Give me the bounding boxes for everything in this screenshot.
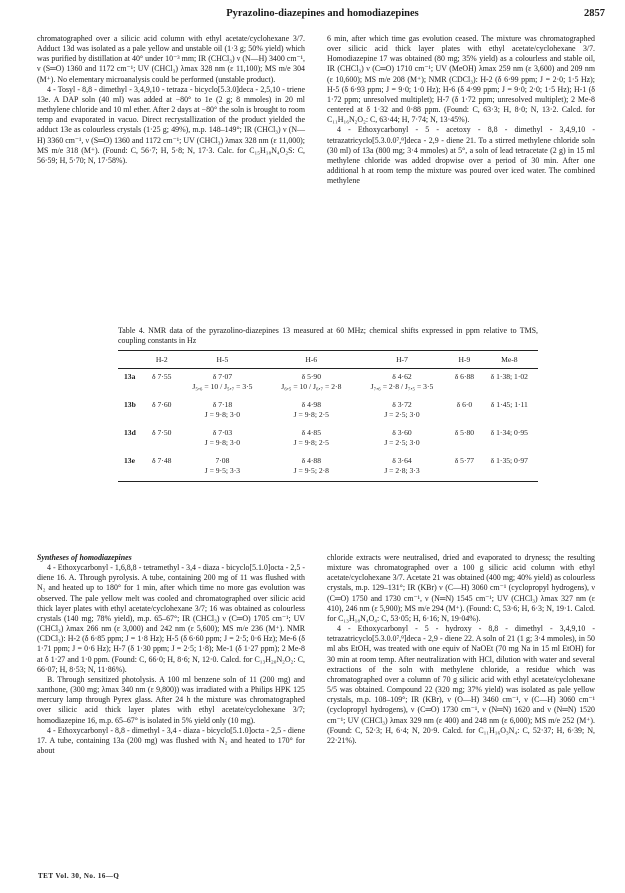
page-number: 2857 <box>584 8 605 19</box>
h5-cell <box>178 369 267 398</box>
table-header-row <box>118 351 538 369</box>
h6-cell <box>267 369 356 398</box>
h2-cell: δ 7·55 <box>152 372 172 382</box>
paragraph: 4 - Tosyl - 8,8 - dimethyl - 3,4,9,10 - tetraza - bicyclo[5.3.0]deca - 2,5,10 - triene 13e. A DAP soln (40 ml) was added at −80° to 1e (2 g; 8 mmoles) in 20 ml methylene chloride and 10 ml ether. After 2 days at −80° the soln is brought to room temp and evaporated in vacuo. Direct recrystallization of the product yielded the adduct 13e as colourless crystals (1·25 g; 49%), m.p. 148–149°; IR (CHCl₃) ν (N—H) 3360 cm⁻¹, ν (S═O) 1360 and 1172 cm⁻¹; UV (CHCl₃) λmax 328 nm (ε 11,000); MS m/e 318 (M⁺). (Found: C, 56·7; H, 5·8; N, 17·3. Calc. for C₁₅H₁₈N₄O₂S: C, 56·59; H, 5·70; N, 17·58%). <box>37 84 305 165</box>
h9-cell: δ 5·80 <box>454 428 475 438</box>
paragraph: 4 - Ethoxycarbonyl - 5 - hydroxy - 8,8 - dimethyl - 3,4,9,10 - tetrazatricyclo[5.3.0.0⁷,⁹]deca - 2,9 - diene 22. A soln of 21 (1 g; 3·4 mmoles), in 50 ml abs EtOH, was treated with one equiv of NaOEt (70 mg Na in 15 ml EtOH) for 30 min at room temp. After neutralization with HCl, dilution with water and several extractions of the soln with methylene chloride, a residue which was chromatographed over a column of 70 g silicic acid with ethyl acetate/cyclohexane 5/5 was obtained. Compound 22 (320 mg; 37% yield) was isolated as pale yellow crystals, m.p. 108–109°; IR (KBr), ν (O—H) 3460 cm⁻¹, ν (C—H) 3060 cm⁻¹ (cyclopropyl hydrogens), ν (C═O) 1730 cm⁻¹, ν (N═N) 1620 and ν (N═N) 1520 cm⁻¹; UV (CHCl₃) λmax 329 nm (ε 400) and 248 nm (ε 6,000); MS m/e 252 (M⁺). (Found: C, 52·3; H, 6·4; N, 20·9. Calcd. for C₁₁H₁₆O₃N₄: C, 52·37; H, 6·39; N, 22·21%). <box>327 624 595 745</box>
column-header <box>118 351 146 369</box>
shift-value: δ 5·90 <box>301 372 322 382</box>
top-left-column <box>37 34 305 166</box>
table-row <box>118 453 538 482</box>
journal-footer: TET Vol. 30, No. 16—Q <box>38 872 120 880</box>
shift-value: δ 3·64 <box>392 456 412 466</box>
column-header: H-2 <box>146 351 178 369</box>
h5-cell <box>178 453 267 482</box>
h2-cell: δ 7·50 <box>152 428 172 438</box>
table-row <box>118 425 538 453</box>
me8-cell: δ 1·38; 1·02 <box>490 372 528 382</box>
nmr-table-block <box>118 326 538 482</box>
top-right-column <box>327 34 595 186</box>
coupling-value: J = 9·8; 2·5 <box>293 410 329 420</box>
h5-cell <box>178 397 267 425</box>
h7-cell <box>356 425 448 453</box>
h2-cell: δ 7·60 <box>152 400 172 410</box>
h7-cell <box>356 369 448 398</box>
table-row <box>118 397 538 425</box>
bottom-right-column <box>327 553 595 746</box>
bottom-left-column <box>37 553 305 756</box>
coupling-value: J = 9·5; 2·8 <box>293 466 329 476</box>
coupling-value: J = 9·8; 3·0 <box>204 438 241 448</box>
compound-cell: 13e <box>118 453 146 482</box>
column-header: H-9 <box>448 351 480 369</box>
shift-value: 7·08 <box>215 456 230 466</box>
shift-value: δ 7·18 <box>212 400 233 410</box>
me8-cell: δ 1·35; 0·97 <box>481 453 538 482</box>
shift-value: δ 7·07 <box>212 372 233 382</box>
coupling-value: J = 9·8; 3·0 <box>204 410 241 420</box>
table-row <box>118 369 538 398</box>
h9-cell: δ 6·88 <box>454 372 475 382</box>
coupling-value: J = 9·8; 2·5 <box>293 438 329 448</box>
paragraph: chromatographed over a silicic acid column with ethyl acetate/cyclohexane 3/7. Adduct 13d was isolated as a pale yellow and unstable oil (1·3 g; 50% yield) which was purified by distillation at 40° under 10⁻³ mm; IR (CHCl₃) ν (N—H) 3400 cm⁻¹, ν (S═O) 1360 and 1172 cm⁻¹; UV (CHCl₃) λmax 328 nm (ε 11,100); MS m/e 304 (M⁺). No elementary microanalysis could be performed (unstable product). <box>37 34 305 84</box>
coupling-value: J = 2·5; 3·0 <box>384 410 420 420</box>
column-header: Me-8 <box>481 351 538 369</box>
compound-cell: 13b <box>124 400 136 410</box>
running-title: Pyrazolino-diazepines and homodiazepines <box>226 8 419 19</box>
coupling-value: J₅,₆ = 10 / J₅,₇ = 3·5 <box>192 382 253 392</box>
paragraph: 4 - Ethoxycarbonyl - 1,6,8,8 - tetramethyl - 3,4 - diaza - bicyclo[5.1.0]octa - 2,5 - diene 16. A. Through pyrolysis. A tube, containing 200 mg of 11 was flushed with N₂ and heated up to 180° for 1 min, after which time no more gas evolution was observed. The pale yellow melt was cooled and chromatographed over silicic acid thick layer plates with ethyl acetate/cyclohexane 3/7; 16 was obtained as colourless crystals (140 mg; 78% yield), m.p. 65–67°; IR (CHCl₃) ν (C═O) 1705 cm⁻¹; UV (CHCl₃) λmax 266 nm (ε 3,000) and 242 nm (ε 5,600); MS m/e 236 (M⁺). NMR (CDCl₃): H-2 (δ 6·85 ppm; J = 1·8 Hz); H-5 (δ 6·60 ppm; J = 2·5; 0·6 Hz); Me-6 (δ 1·71 ppm; J = 0·6 Hz); H-7 (δ 1·30 ppm; J = 2·5; 1·8); Me-1 (δ 1·27 ppm); 2 Me-8 at δ 1·27 and 1·0 ppm. (Found: C, 66·0; H, 8·6; N, 12·0. Calcd. for C₁₃H₂₀N₂O₂: C, 66·07; H, 8·53; N, 11·86%). <box>37 563 305 674</box>
page-header <box>40 8 605 24</box>
h7-cell <box>356 453 448 482</box>
compound-cell: 13a <box>124 372 136 382</box>
column-header: H-6 <box>267 351 356 369</box>
coupling-value: J₆,₅ = 10 / J₆,₇ = 2·8 <box>281 382 342 392</box>
shift-value: δ 7·03 <box>212 428 233 438</box>
me8-cell: δ 1·34; 0·95 <box>490 428 528 438</box>
shift-value: δ 4·85 <box>301 428 322 438</box>
shift-value: δ 3·72 <box>392 400 412 410</box>
paragraph: 6 min, after which time gas evolution ceased. The mixture was chromatographed over silicic acid thick layer plates with ethyl acetate/cyclohexane 3/7. Homodiazepine 17 was obtained (80 mg; 35% yield) as a colourless and stable oil, IR (CHCl₃) ν (C═O) 1710 cm⁻¹; UV (MeOH) λmax 259 nm (ε 3,600) and 209 nm (ε 10,600); MS m/e 208 (M⁺); NMR (CDCl₃): H-2 (δ 6·99 ppm; J = 2·0; 1·5 Hz); H-5 (δ 6·93 ppm; J = 9·0; 1·0 Hz); H-6 (δ 4·99 ppm; J = 9·0; 2·0; 1·5 Hz); H-1 (δ 1·72 ppm; unresolved multiplet); H-7 (δ 1·72 ppm; unresolved multiplet); 2 Me-8 centered at δ 1·32 and 0·88 ppm. (Found: C, 63·3; H, 8·0; N, 13·2. Calcd. for C₁₁H₁₆N₂O₂: C, 63·44; H, 7·74; N, 13·45%). <box>327 34 595 125</box>
coupling-value: J = 9·5; 3·3 <box>204 466 241 476</box>
me8-cell: δ 1·45; 1·11 <box>490 400 528 410</box>
h2-cell: δ 7·48 <box>146 453 178 482</box>
shift-value: δ 4·98 <box>301 400 322 410</box>
h6-cell <box>267 425 356 453</box>
table-caption: Table 4. NMR data of the pyrazolino-diazepines 13 measured at 60 MHz; chemical shifts expressed in ppm relative to TMS, coupling constants in Hz <box>118 326 538 346</box>
h6-cell <box>267 453 356 482</box>
coupling-value: J = 2·5; 3·0 <box>384 438 420 448</box>
paragraph: 4 - Ethoxycarbonyl - 5 - acetoxy - 8,8 - dimethyl - 3,4,9,10 - tetrazatricyclo[5.3.0.0⁷,⁹]deca - 2,9 - diene 21. To a stirred methylene chloride soln (30 ml) of 13a (800 mg; 3·4 mmoles) at 5°, a soln of lead tetracetate (2 g) in 15 ml methylene chloride was added dropwise over a period of 30 min. After one additional h at room temp the mixture was poured over iced water. The combined methylene <box>327 125 595 186</box>
coupling-value: J = 2·8; 3·3 <box>384 466 420 476</box>
paragraph: 4 - Ethoxycarbonyl - 8,8 - dimethyl - 3,4 - diaza - bicyclo[5.1.0]octa - 2,5 - diene 17. A tube, containing 13a (200 mg) was flushed with N₂ and heated to 170° for about <box>37 725 305 755</box>
compound-cell: 13d <box>124 428 136 438</box>
column-header: H-5 <box>178 351 267 369</box>
shift-value: δ 3·60 <box>392 428 412 438</box>
coupling-value: J₇,₆ = 2·8 / J₇,₅ = 3·5 <box>370 382 434 392</box>
h9-cell: δ 6·0 <box>456 400 473 410</box>
paragraph: chloride extracts were neutralised, dried and evaporated to dryness; the resulting mixture was chromatographed over a 100 g silicic acid column with ethyl acetate/cyclohexane 3/7. Acetate 21 was obtained (400 mg; 40% yield) as colourless crystals, m.p. 129–131°; IR (KBr) ν (C—H) 3060 cm⁻¹ (cyclopropyl hydrogens), ν (C═O) 1750 and 1730 cm⁻¹, ν (N═N) 1545 cm⁻¹; UV (CHCl₃) λmax 327 nm (ε 410), 246 nm (ε 5,900); MS m/e 294 (M⁺). (Found: C, 53·6; H, 6·3; N, 19·1. Calcd. for C₁₃H₁₈N₄O₄: C, 53·05; H, 6·16; N, 19·04%). <box>327 553 595 623</box>
shift-value: δ 4·88 <box>301 456 322 466</box>
h6-cell <box>267 397 356 425</box>
paragraph: B. Through sensitized photolysis. A 100 ml benzene soln of 11 (200 mg) and xanthone, (300 mg; λmax 340 nm (ε 9,800)) was irradiated with a Philips HPK 125 mercury lamp through Pyrex glass. After 24 h the mixture was chromatographed over silicic acid thick layer plates with ethyl acetate/cyclohexane 3/7; homodiazepine 16, m.p. 65–67° is isolated in 5% yield only (10 mg). <box>37 674 305 725</box>
column-header: H-7 <box>356 351 448 369</box>
shift-value: δ 4·62 <box>392 372 412 382</box>
h5-cell <box>178 425 267 453</box>
h7-cell <box>356 397 448 425</box>
section-heading: Syntheses of homodiazepines <box>37 553 132 562</box>
nmr-table <box>118 350 538 482</box>
h9-cell: δ 5·77 <box>448 453 480 482</box>
